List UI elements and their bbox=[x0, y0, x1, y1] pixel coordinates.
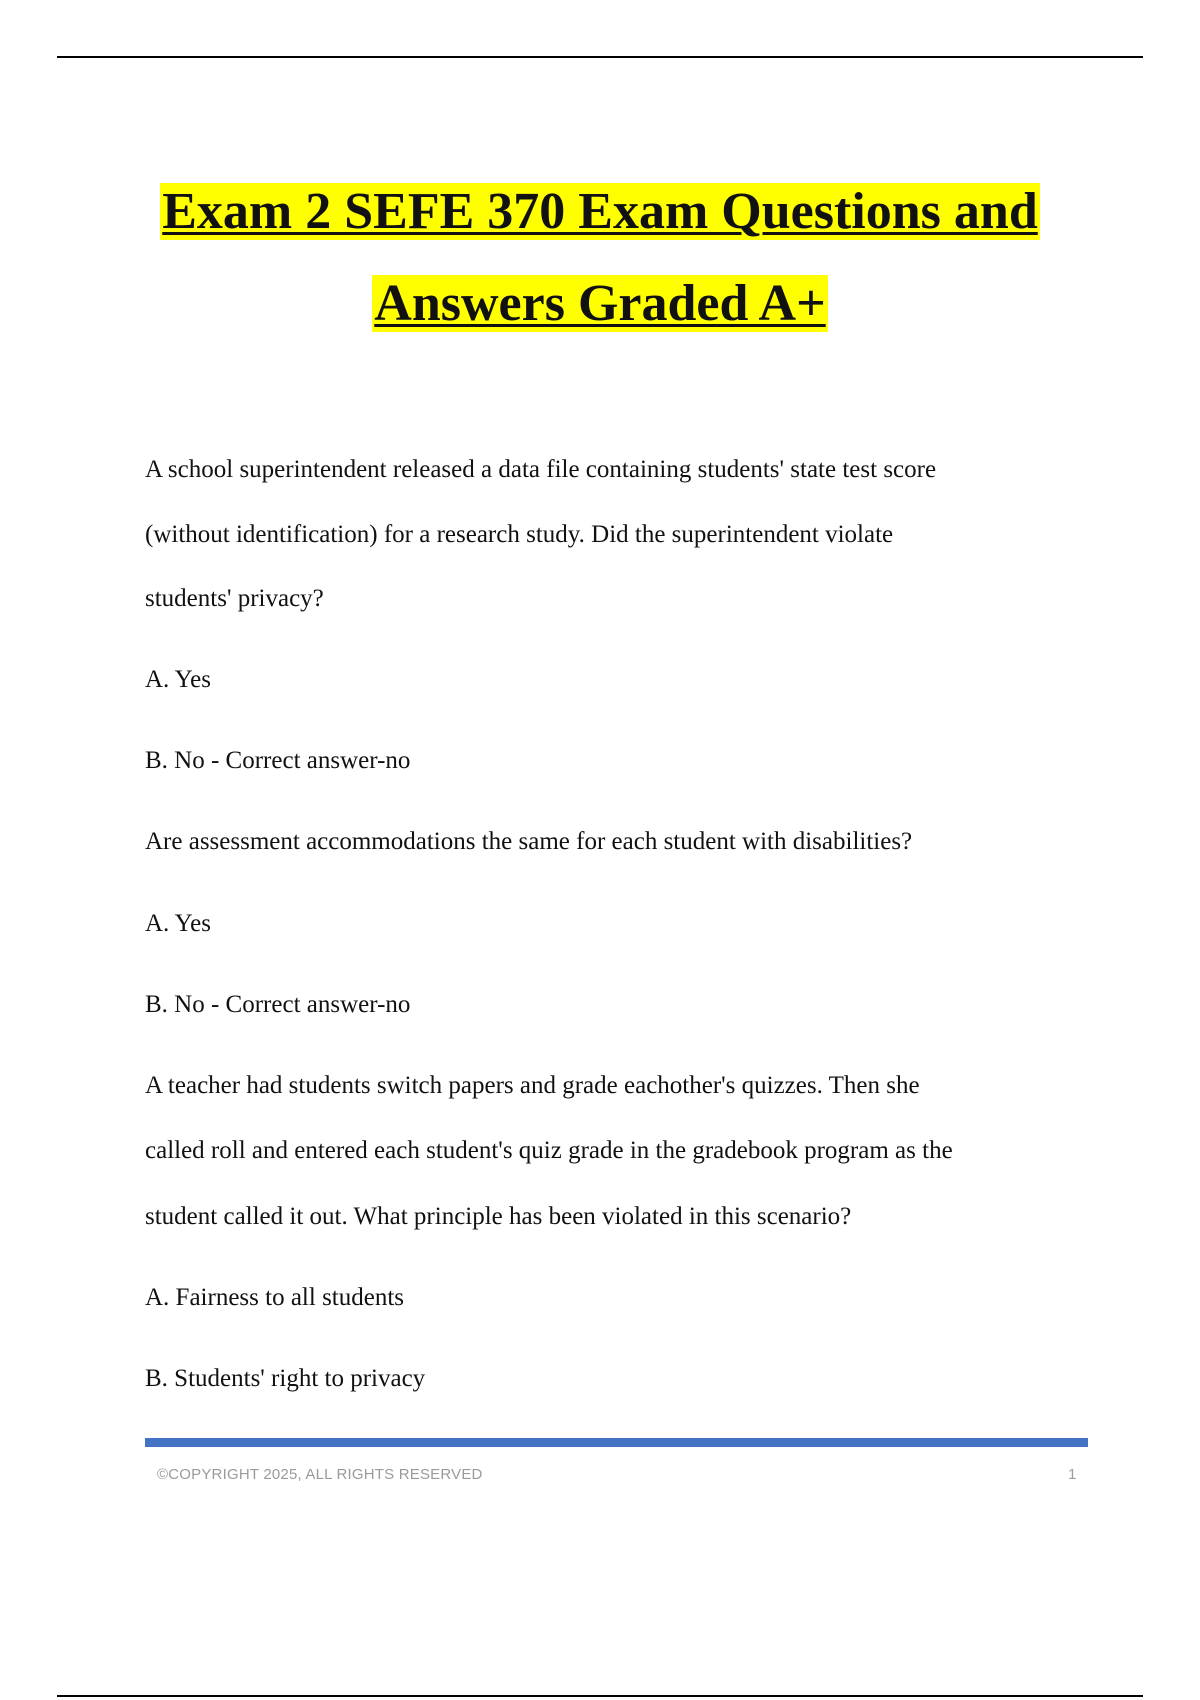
question-3-line-1: A teacher had students switch papers and grade eachother's quizzes. Then she bbox=[145, 1072, 920, 1099]
bottom-divider bbox=[57, 1695, 1143, 1697]
footer-copyright: ©COPYRIGHT 2025, ALL RIGHTS RESERVED bbox=[157, 1466, 483, 1483]
top-divider bbox=[57, 56, 1143, 58]
question-3-line-3: student called it out. What principle has been violated in this scenario? bbox=[145, 1203, 852, 1230]
question-1-line-1: A school superintendent released a data file containing students' state test score bbox=[145, 456, 937, 483]
question-1-line-2: (without identification) for a research study. Did the superintendent violate bbox=[145, 521, 894, 548]
question-1-option-a: A. Yes bbox=[145, 666, 212, 693]
question-2-line-1: Are assessment accommodations the same for each student with disabilities? bbox=[145, 828, 913, 855]
question-3-option-a: A. Fairness to all students bbox=[145, 1284, 405, 1311]
question-1-option-b: B. No - Correct answer-no bbox=[145, 747, 411, 774]
page-number: 1 bbox=[1068, 1466, 1077, 1483]
footer-divider bbox=[145, 1438, 1088, 1447]
title-highlight-1: Exam 2 SEFE 370 Exam Questions and bbox=[162, 183, 1038, 240]
question-3-option-b: B. Students' right to privacy bbox=[145, 1365, 426, 1392]
page-title-line-1 bbox=[0, 182, 1200, 242]
question-2-option-a: A. Yes bbox=[145, 910, 212, 937]
question-1-line-3: students' privacy? bbox=[145, 585, 324, 612]
title-highlight-2: Answers Graded A+ bbox=[374, 275, 826, 332]
page-title-line-2 bbox=[0, 274, 1200, 334]
question-3-line-2: called roll and entered each student's quiz grade in the gradebook program as the bbox=[145, 1137, 953, 1164]
question-2-option-b: B. No - Correct answer-no bbox=[145, 991, 411, 1018]
